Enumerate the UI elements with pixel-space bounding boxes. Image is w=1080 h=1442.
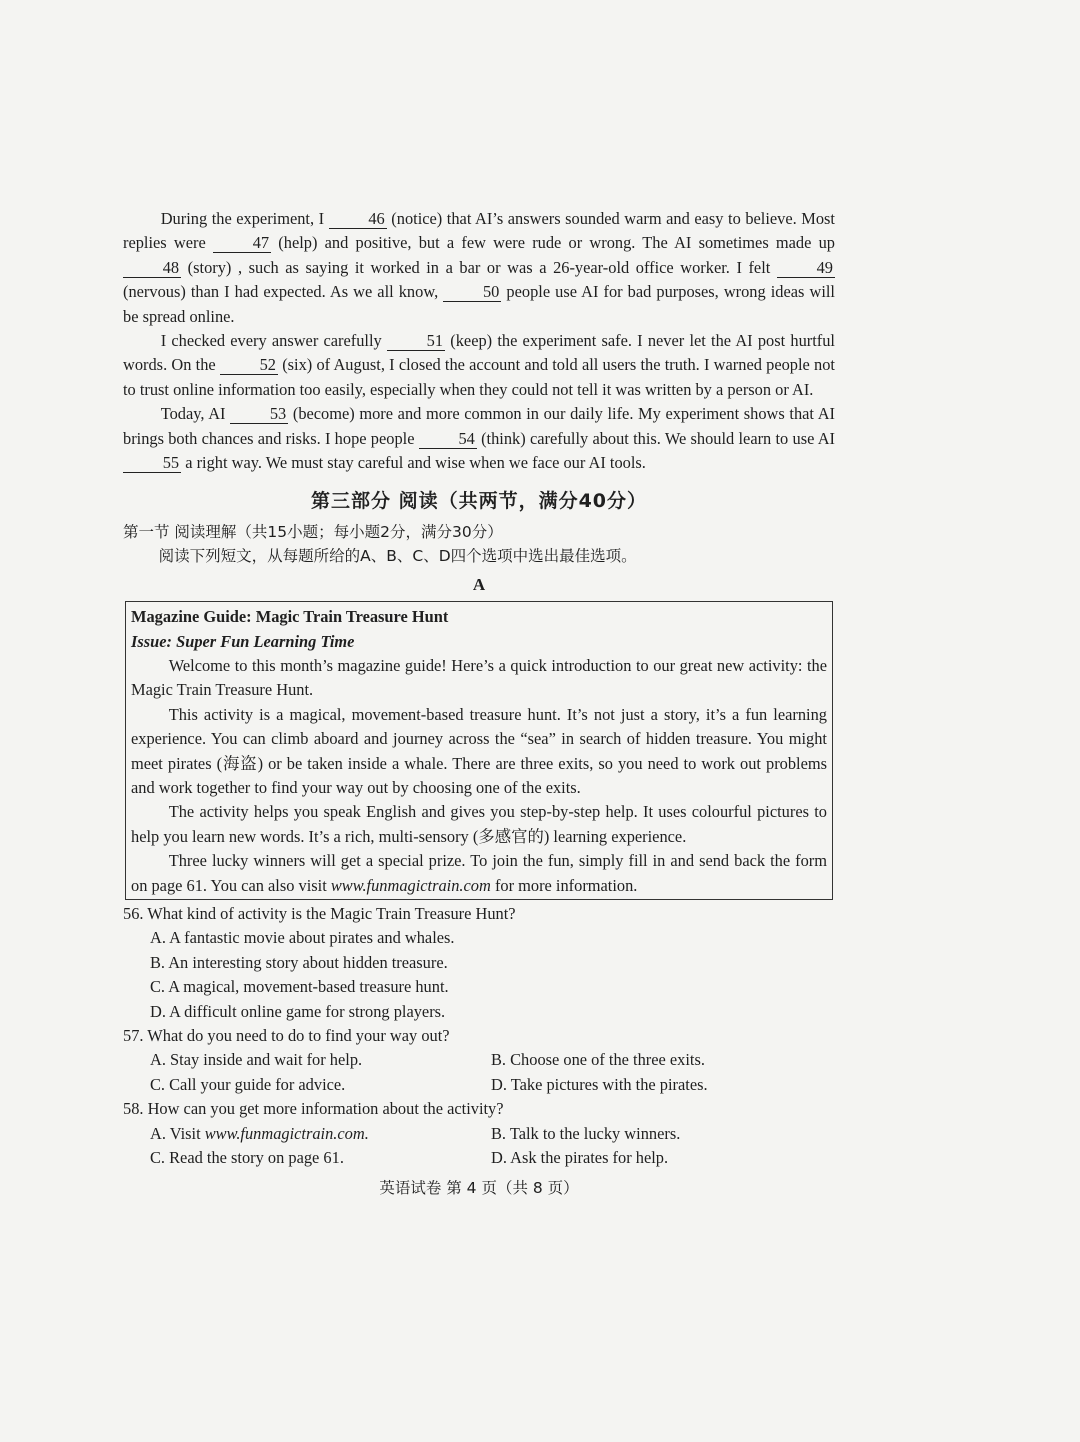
question-stem: 57. What do you need to do to find your way out? [123,1026,450,1045]
question-57 [123,1024,835,1097]
options-row [123,1122,835,1146]
passage-paragraph-1: Welcome to this month’s magazine guide! Here’s a quick introduction to our great new activity: the Magic Train Treasure Hunt. [131,655,827,700]
options-row [123,1073,835,1097]
option-c: C. Call your guide for advice. [150,1074,346,1094]
page-content [123,207,835,1201]
website-url: www.funmagictrain.com. [204,1123,369,1143]
text: (notice) that AI’s answers sounded warm and easy to believe. Most replies were [123,209,835,253]
text: (help) and positive, but a few were rude or wrong. The AI sometimes made up [271,233,835,253]
section-subtitle: 第一节 阅读理解（共15小题；每小题2分，满分30分） [123,522,503,541]
text: (become) more and more common in our daily life. My experiment shows that AI brings both chances and risks. I hope people [123,404,835,448]
passage-letter: A [472,574,486,594]
blank-54: 54 [419,430,477,449]
text: (six) of August, I closed the account and told all users the truth. I warned people not to trust online information too easily, especially when they could not tell it was written by a person or AI. [123,355,835,399]
text: Today, AI [160,404,231,424]
option-d: D. Take pictures with the pirates. [491,1074,708,1094]
text: (story) , such as saying it worked in a bar or was a 26-year-old office worker. I felt [181,257,777,277]
passage-paragraph-3: The activity helps you speak English and gives you step-by-step help. It uses colourful pictures to help you learn new words. It’s a rich, multi-sensory (多感官的) learning experience. [131,802,827,846]
passage-issue: Issue: Super Fun Learning Time [131,631,355,651]
blank-53: 53 [230,405,288,424]
website-url: www.funmagictrain.com [330,875,491,895]
page-footer: 英语试卷 第 4 页（共 8 页） [379,1179,579,1198]
text: people use AI for bad purposes, wrong ideas will be spread online. [123,282,835,326]
passage-paragraph-4 [131,849,827,898]
option-c: C. Read the story on page 61. [150,1148,344,1168]
option-a [150,1122,491,1146]
option-b: B. Talk to the lucky winners. [491,1123,681,1143]
cloze-paragraph-2 [123,329,835,402]
question-stem: 56. What kind of activity is the Magic Train Treasure Hunt? [123,903,516,923]
option-a: A. A fantastic movie about pirates and whales. [150,928,455,948]
question-stem: 58. How can you get more information about the activity? [123,1099,504,1119]
blank-49: 49 [777,259,835,278]
option-d: D. Ask the pirates for help. [491,1148,669,1168]
text: (nervous) than I had expected. As we all know, [123,282,444,302]
blank-51: 51 [387,332,445,351]
passage-title: Magazine Guide: Magic Train Treasure Hunt [131,607,449,627]
cloze-paragraph-1 [123,207,835,329]
question-58 [123,1097,835,1170]
text: During the experiment, I [160,209,329,228]
cloze-paragraph-3 [123,402,835,475]
option-b: B. Choose one of the three exits. [491,1050,705,1070]
text: A. Visit [150,1123,205,1143]
section-title: 第三部分 阅读（共两节，满分40分） [310,490,648,513]
text: Three lucky winners will get a special prize. To join the fun, simply fill in and send back the form on page 61. You can also visit [131,851,827,895]
option-b: B. An interesting story about hidden treasure. [150,952,448,972]
blank-52: 52 [220,356,278,375]
option-d: D. A difficult online game for strong players. [150,1001,446,1021]
text: (think) carefully about this. We should learn to use AI [476,428,835,448]
blank-50: 50 [443,283,501,302]
option-c: C. A magical, movement-based treasure hunt. [150,977,449,997]
blank-46: 46 [329,210,387,229]
text: for more information. [490,875,638,895]
options-row [123,1146,835,1170]
text: a right way. We must stay careful and wise when we face our AI tools. [181,453,646,473]
text: I checked every answer carefully [160,331,387,351]
section-instruction: 阅读下列短文，从每题所给的A、B、C、D四个选项中选出最佳选项。 [158,547,637,566]
passage-paragraph-2: This activity is a magical, movement-based treasure hunt. It’s not just a story, it’s a fun learning experience. You can climb aboard and journey across the “sea” in search of hidden treasure. You might meet pirates (海盗) or be taken inside a whale. There are three exits, so you need to work out problems and work together to find your way out by choosing one of the exits. [131,704,827,797]
blank-55: 55 [123,454,181,473]
blank-47: 47 [213,234,271,253]
question-56 [123,902,835,1024]
blank-48: 48 [123,259,181,278]
option-a: A. Stay inside and wait for help. [150,1050,363,1070]
options-row [123,1048,835,1072]
passage-box [125,601,833,900]
text: (keep) the experiment safe. I never let the AI post hurtful words. On the [123,331,835,375]
